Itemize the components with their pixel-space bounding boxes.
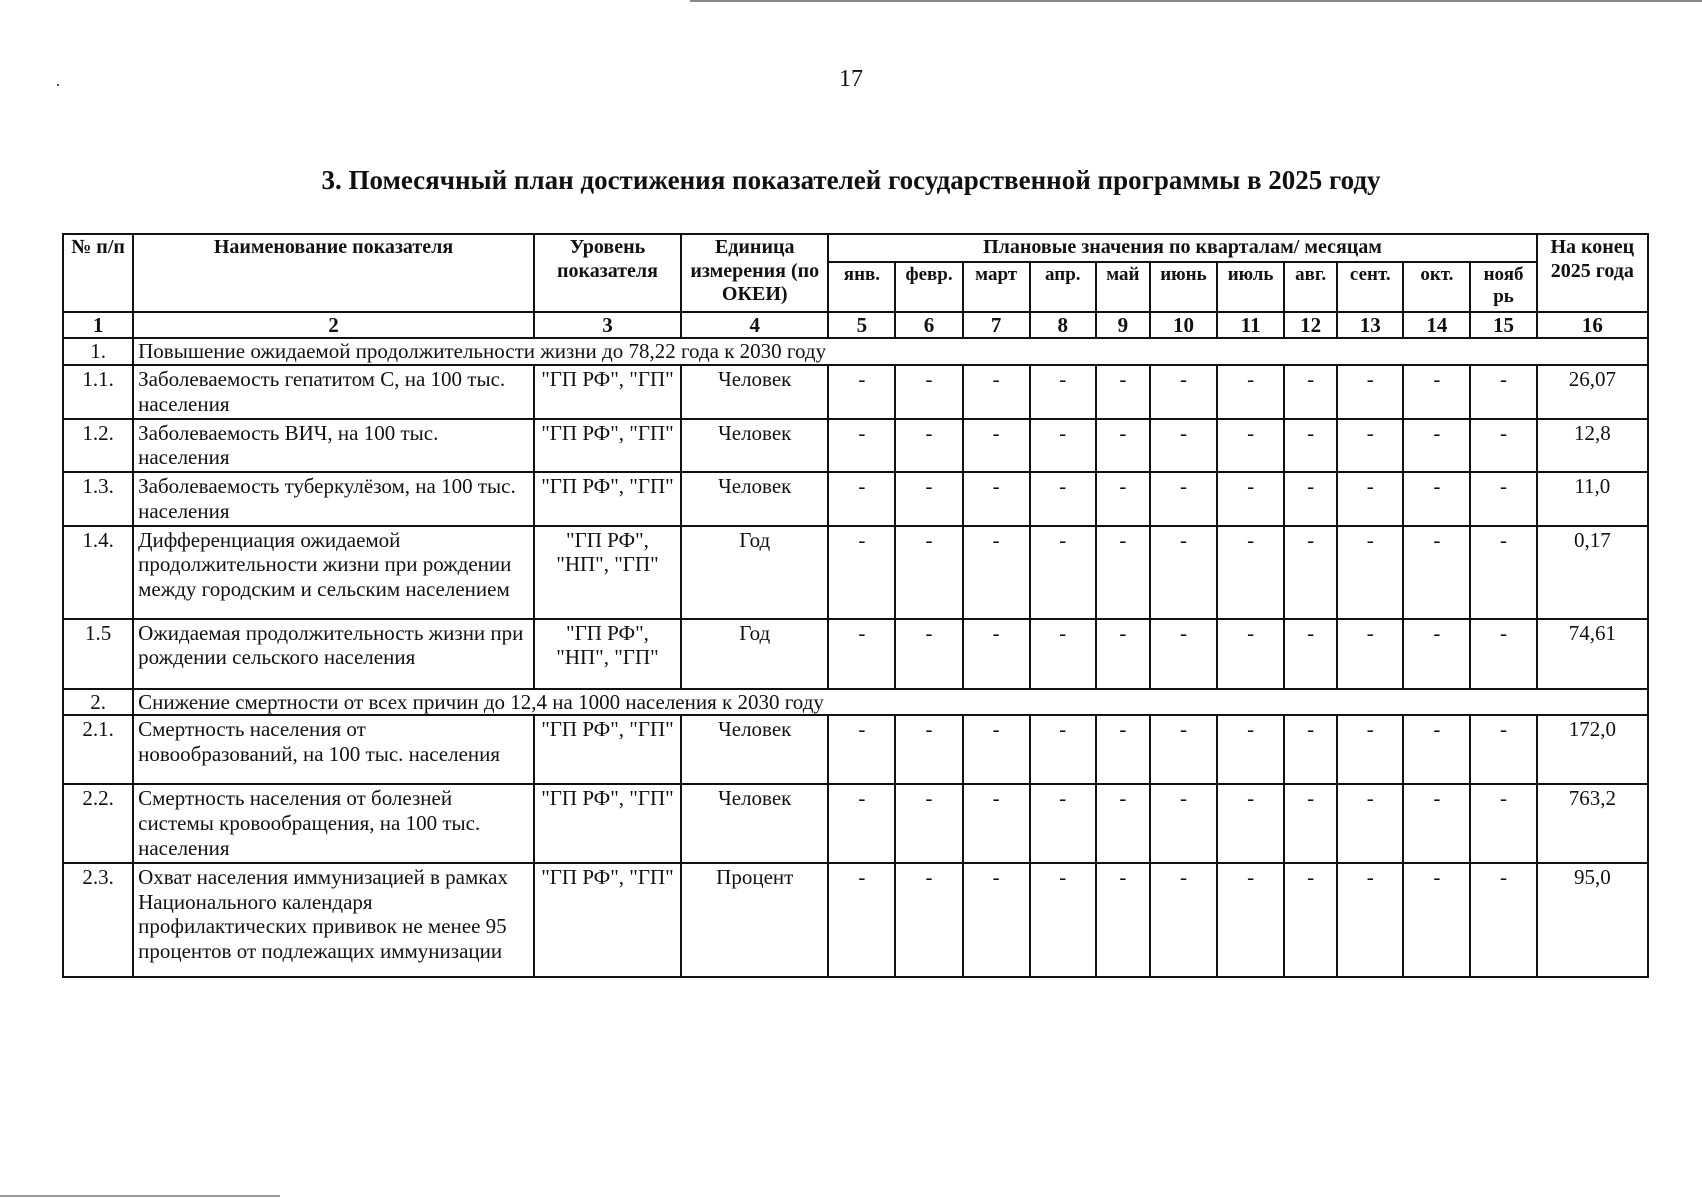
header-month: сент. xyxy=(1337,262,1403,312)
month-value: - xyxy=(1337,619,1403,689)
section-row xyxy=(63,689,1648,716)
table-row xyxy=(63,619,1648,689)
month-value: - xyxy=(1284,472,1337,526)
month-value: - xyxy=(1337,472,1403,526)
indicator-name: Ожидаемая продолжительность жизни при рождении сельского населения xyxy=(133,619,534,689)
month-value: - xyxy=(1217,619,1284,689)
header-planned-values: Плановые значения по кварталам/ месяцам xyxy=(828,234,1536,262)
row-num: 1.3. xyxy=(63,472,133,526)
indicator-name: Смертность населения от новообразований, на 100 тыс. населения xyxy=(133,715,534,784)
month-value: - xyxy=(1150,863,1217,977)
column-number: 8 xyxy=(1030,312,1096,339)
month-value: - xyxy=(828,715,895,784)
end-year-value: 763,2 xyxy=(1537,784,1648,862)
month-value: - xyxy=(1403,863,1470,977)
section-num: 2. xyxy=(63,689,133,716)
month-value: - xyxy=(1096,784,1150,862)
month-value: - xyxy=(1470,472,1536,526)
indicator-unit: Человек xyxy=(681,784,828,862)
indicator-name: Смертность населения от болезней системы кровообращения, на 100 тыс. населения xyxy=(133,784,534,862)
month-value: - xyxy=(895,365,962,419)
month-value: - xyxy=(1096,715,1150,784)
column-number: 14 xyxy=(1403,312,1470,339)
column-numbers-row xyxy=(63,312,1648,339)
end-year-value: 74,61 xyxy=(1537,619,1648,689)
month-value: - xyxy=(1030,419,1096,473)
month-value: - xyxy=(1217,365,1284,419)
header-end-value: На конец 2025 года xyxy=(1537,234,1648,312)
column-number: 7 xyxy=(963,312,1030,339)
month-value: - xyxy=(963,419,1030,473)
month-value: - xyxy=(1150,472,1217,526)
column-number: 3 xyxy=(534,312,681,339)
header-unit: Единица измерения (по ОКЕИ) xyxy=(681,234,828,312)
month-value: - xyxy=(1403,784,1470,862)
month-value: - xyxy=(1217,472,1284,526)
indicator-name: Дифференциация ожидаемой продолжительности жизни при рождении между городским и сельским населением xyxy=(133,526,534,619)
month-value: - xyxy=(963,863,1030,977)
month-value: - xyxy=(828,526,895,619)
table-row xyxy=(63,863,1648,977)
indicator-unit: Человек xyxy=(681,419,828,473)
month-value: - xyxy=(1403,526,1470,619)
month-value: - xyxy=(963,365,1030,419)
table-row xyxy=(63,365,1648,419)
header-month: нояб рь xyxy=(1470,262,1536,312)
month-value: - xyxy=(895,784,962,862)
section-title: Снижение смертности от всех причин до 12,4 на 1000 населения к 2030 году xyxy=(133,689,1648,716)
column-number: 5 xyxy=(828,312,895,339)
month-value: - xyxy=(1470,365,1536,419)
indicator-unit: Процент xyxy=(681,863,828,977)
indicator-name: Заболеваемость туберкулёзом, на 100 тыс. населения xyxy=(133,472,534,526)
table-row xyxy=(63,784,1648,862)
month-value: - xyxy=(1096,365,1150,419)
month-value: - xyxy=(1284,715,1337,784)
scan-bottom-border xyxy=(0,1195,280,1197)
indicator-level: "ГП РФ", "ГП" xyxy=(534,419,681,473)
month-value: - xyxy=(1337,863,1403,977)
month-value: - xyxy=(1470,619,1536,689)
column-number: 2 xyxy=(133,312,534,339)
end-year-value: 0,17 xyxy=(1537,526,1648,619)
indicator-unit: Человек xyxy=(681,715,828,784)
indicator-level: "ГП РФ", "НП", "ГП" xyxy=(534,526,681,619)
indicator-level: "ГП РФ", "НП", "ГП" xyxy=(534,619,681,689)
end-year-value: 12,8 xyxy=(1537,419,1648,473)
indicator-name: Заболеваемость гепатитом С, на 100 тыс. населения xyxy=(133,365,534,419)
month-value: - xyxy=(1096,526,1150,619)
scan-top-border xyxy=(690,0,1702,2)
section-title: Повышение ожидаемой продолжительности жизни до 78,22 года к 2030 году xyxy=(133,338,1648,365)
month-value: - xyxy=(1217,526,1284,619)
header-num: № п/п xyxy=(63,234,133,312)
column-number: 10 xyxy=(1150,312,1217,339)
section-num: 1. xyxy=(63,338,133,365)
indicator-level: "ГП РФ", "ГП" xyxy=(534,863,681,977)
column-number: 9 xyxy=(1096,312,1150,339)
column-number: 11 xyxy=(1217,312,1284,339)
column-number: 4 xyxy=(681,312,828,339)
month-value: - xyxy=(1403,365,1470,419)
month-value: - xyxy=(1030,365,1096,419)
indicator-unit: Человек xyxy=(681,472,828,526)
month-value: - xyxy=(1150,619,1217,689)
month-value: - xyxy=(1096,472,1150,526)
month-value: - xyxy=(1096,619,1150,689)
header-level: Уровень показателя xyxy=(534,234,681,312)
header-month: март xyxy=(963,262,1030,312)
month-value: - xyxy=(1150,526,1217,619)
month-value: - xyxy=(1403,619,1470,689)
month-value: - xyxy=(1337,419,1403,473)
month-value: - xyxy=(1150,784,1217,862)
month-value: - xyxy=(963,619,1030,689)
header-month: май xyxy=(1096,262,1150,312)
month-value: - xyxy=(1337,715,1403,784)
indicator-level: "ГП РФ", "ГП" xyxy=(534,472,681,526)
column-number: 15 xyxy=(1470,312,1536,339)
month-value: - xyxy=(1284,365,1337,419)
month-value: - xyxy=(828,784,895,862)
month-value: - xyxy=(963,526,1030,619)
header-month: февр. xyxy=(895,262,962,312)
month-value: - xyxy=(1284,784,1337,862)
month-value: - xyxy=(1337,526,1403,619)
end-year-value: 95,0 xyxy=(1537,863,1648,977)
end-year-value: 172,0 xyxy=(1537,715,1648,784)
month-value: - xyxy=(1470,863,1536,977)
indicator-name: Заболеваемость ВИЧ, на 100 тыс. населения xyxy=(133,419,534,473)
month-value: - xyxy=(828,365,895,419)
month-value: - xyxy=(1150,715,1217,784)
month-value: - xyxy=(1470,784,1536,862)
month-value: - xyxy=(1096,419,1150,473)
row-num: 2.1. xyxy=(63,715,133,784)
header-month: окт. xyxy=(1403,262,1470,312)
row-num: 1.4. xyxy=(63,526,133,619)
header-month: апр. xyxy=(1030,262,1096,312)
month-value: - xyxy=(1217,715,1284,784)
indicator-level: "ГП РФ", "ГП" xyxy=(534,715,681,784)
column-number: 13 xyxy=(1337,312,1403,339)
month-value: - xyxy=(1284,619,1337,689)
month-value: - xyxy=(1030,784,1096,862)
section-row xyxy=(63,338,1648,365)
indicator-name: Охват населения иммунизацией в рамках Национального календаря профилактических прививок не менее 95 процентов от подлежащих иммунизации xyxy=(133,863,534,977)
month-value: - xyxy=(1403,715,1470,784)
table-row xyxy=(63,526,1648,619)
indicator-unit: Год xyxy=(681,526,828,619)
table-row xyxy=(63,715,1648,784)
month-value: - xyxy=(1284,526,1337,619)
month-value: - xyxy=(963,472,1030,526)
monthly-plan-table xyxy=(62,233,1649,978)
month-value: - xyxy=(1284,863,1337,977)
month-value: - xyxy=(1150,419,1217,473)
table-row xyxy=(63,472,1648,526)
row-num: 1.5 xyxy=(63,619,133,689)
header-month: июль xyxy=(1217,262,1284,312)
row-num: 2.2. xyxy=(63,784,133,862)
column-number: 16 xyxy=(1537,312,1648,339)
month-value: - xyxy=(963,784,1030,862)
month-value: - xyxy=(828,472,895,526)
month-value: - xyxy=(1030,619,1096,689)
month-value: - xyxy=(895,526,962,619)
indicator-unit: Человек xyxy=(681,365,828,419)
header-month: янв. xyxy=(828,262,895,312)
month-value: - xyxy=(895,863,962,977)
month-value: - xyxy=(895,619,962,689)
month-value: - xyxy=(1150,365,1217,419)
month-value: - xyxy=(1030,863,1096,977)
page-number: 17 xyxy=(839,66,863,92)
month-value: - xyxy=(1337,784,1403,862)
month-value: - xyxy=(1470,715,1536,784)
column-number: 6 xyxy=(895,312,962,339)
row-num: 1.1. xyxy=(63,365,133,419)
end-year-value: 26,07 xyxy=(1537,365,1648,419)
month-value: - xyxy=(1403,472,1470,526)
month-value: - xyxy=(1470,526,1536,619)
month-value: - xyxy=(1337,365,1403,419)
table-row xyxy=(63,419,1648,473)
row-num: 2.3. xyxy=(63,863,133,977)
column-number: 12 xyxy=(1284,312,1337,339)
header-name: Наименование показателя xyxy=(133,234,534,312)
month-value: - xyxy=(1217,784,1284,862)
month-value: - xyxy=(1030,715,1096,784)
month-value: - xyxy=(1284,419,1337,473)
month-value: - xyxy=(828,419,895,473)
month-value: - xyxy=(1217,419,1284,473)
month-value: - xyxy=(1096,863,1150,977)
month-value: - xyxy=(1470,419,1536,473)
indicator-level: "ГП РФ", "ГП" xyxy=(534,784,681,862)
month-value: - xyxy=(963,715,1030,784)
month-value: - xyxy=(828,863,895,977)
month-value: - xyxy=(1403,419,1470,473)
month-value: - xyxy=(1030,526,1096,619)
column-number: 1 xyxy=(63,312,133,339)
page-title: 3. Помесячный план достижения показателей государственной программы в 2025 году xyxy=(321,165,1381,195)
header-month: авг. xyxy=(1284,262,1337,312)
month-value: - xyxy=(1030,472,1096,526)
row-num: 1.2. xyxy=(63,419,133,473)
end-year-value: 11,0 xyxy=(1537,472,1648,526)
header-month: июнь xyxy=(1150,262,1217,312)
month-value: - xyxy=(1217,863,1284,977)
month-value: - xyxy=(895,715,962,784)
month-value: - xyxy=(895,419,962,473)
month-value: - xyxy=(828,619,895,689)
indicator-unit: Год xyxy=(681,619,828,689)
indicator-level: "ГП РФ", "ГП" xyxy=(534,365,681,419)
month-value: - xyxy=(895,472,962,526)
